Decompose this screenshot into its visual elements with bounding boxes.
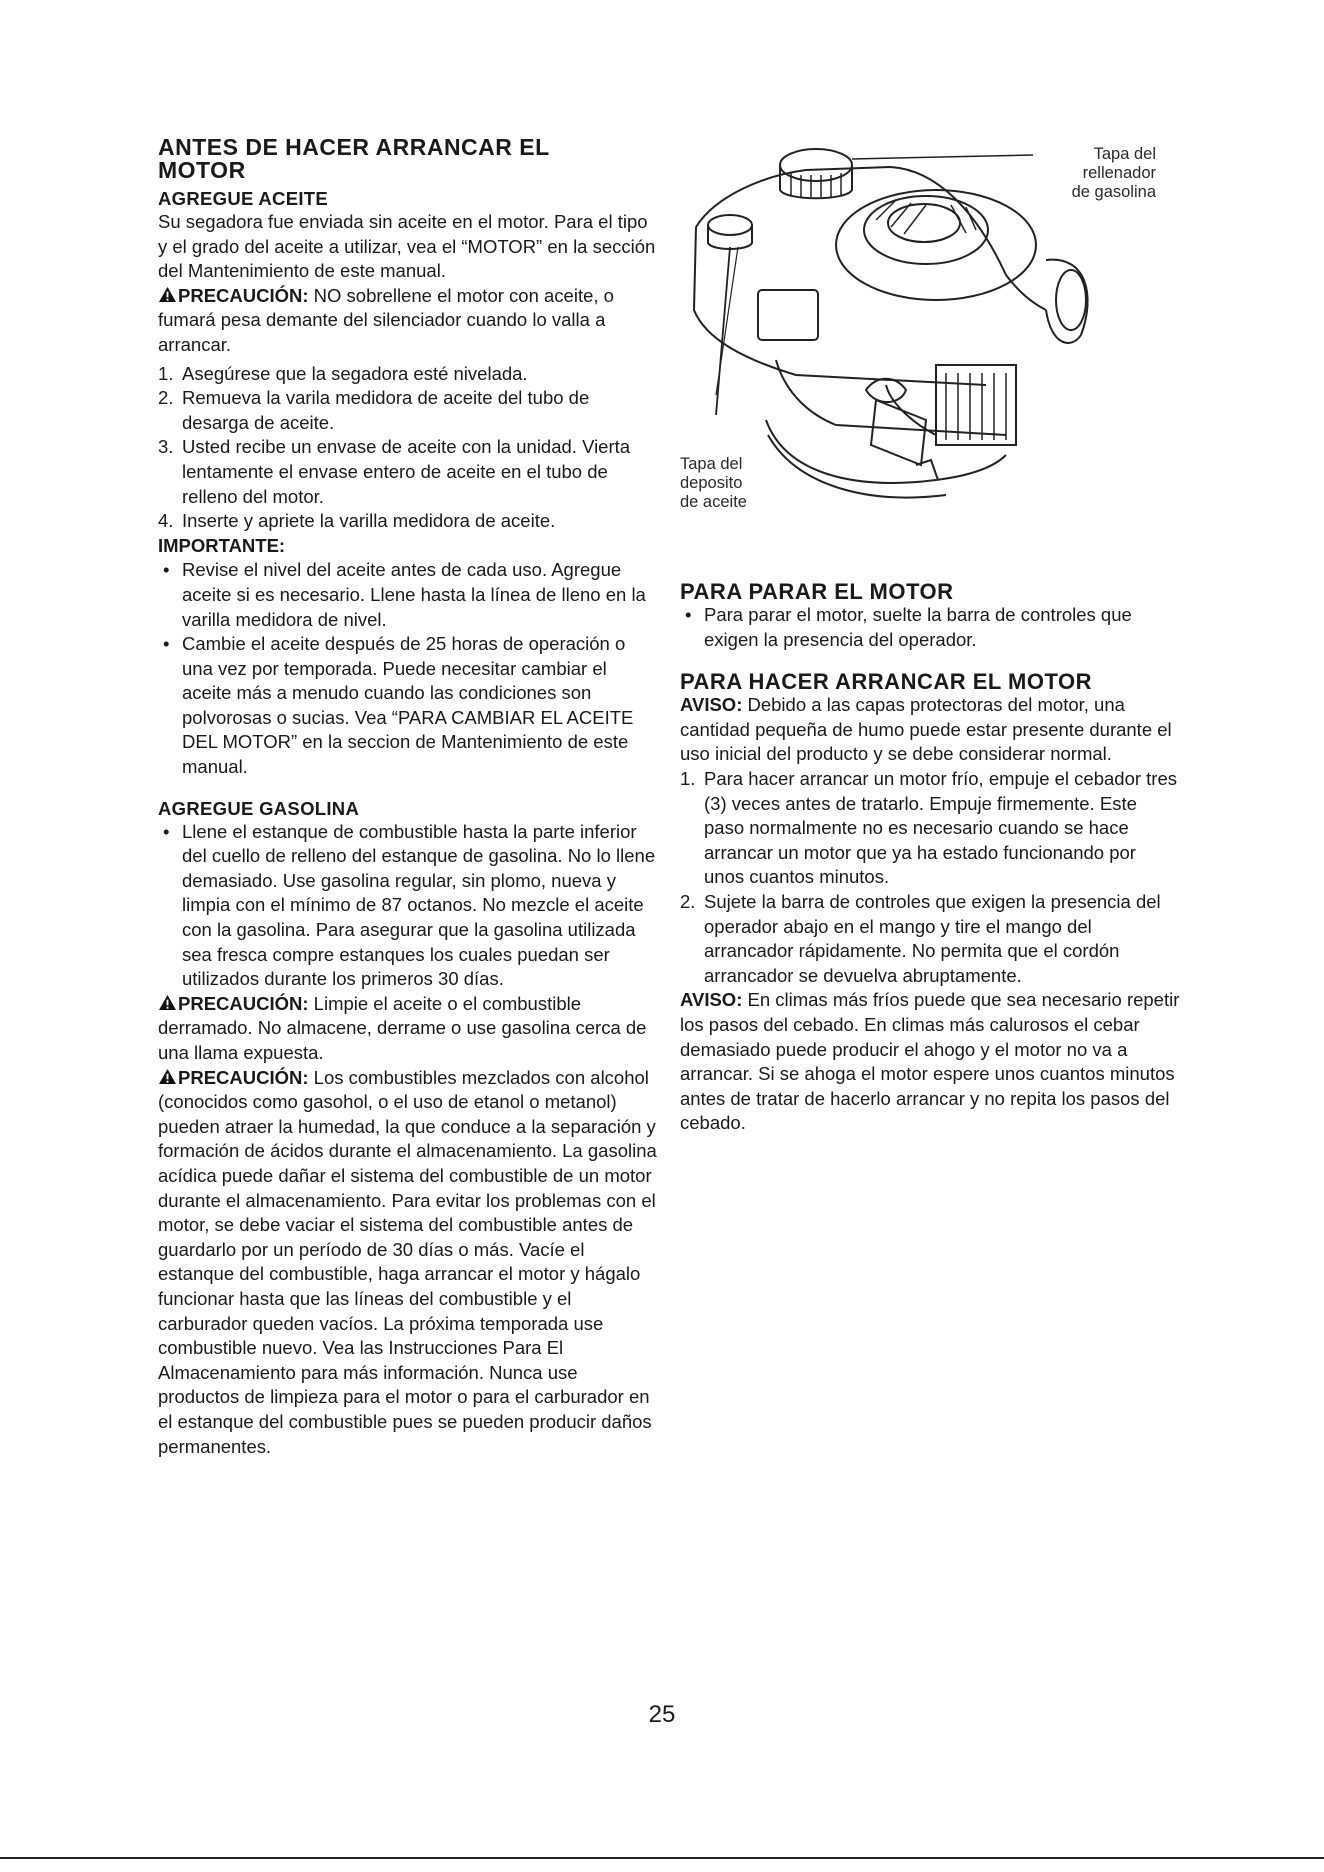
stop-heading: PARA PARAR EL MOTOR: [680, 579, 954, 604]
section-title-line1: ANTES DE HACER ARRANCAR EL: [158, 134, 550, 160]
start-steps: [680, 767, 1180, 988]
oil-intro: Su segadora fue enviada sin aceite en el motor. Para el tipo y el grado del aceite a utilizar, vea el “MOTOR” en la sección del Mantenimiento de este manual.: [158, 211, 656, 282]
important-bullets: [158, 558, 658, 779]
list-item: • Llene el estanque de combustible hasta la parte inferior del cuello de relleno del estanque de gasolina. No lo llene demasiado. Use gasolina regular, sin plomo, nueva y limpia con el mínimo de 87 octanos. No mezcle el aceite con la gasolina. Para asegurar que la gasolina utilizada sea fresca compre estanques los cuales puedan ser utilizados durante los primeros 30 días.: [163, 820, 656, 990]
warning-icon: [158, 286, 177, 303]
stop-bullets: [680, 603, 1180, 652]
fuel-cap-callout: Tapa del rellenador de gasolina: [1071, 145, 1156, 201]
engine-illustration: [676, 135, 1176, 555]
list-item: 1. Asegúrese que la segadora esté nivelada.: [158, 362, 528, 384]
start-heading: PARA HACER ARRANCAR EL MOTOR: [680, 669, 1093, 695]
gas-caution-1: PRECAUCIÓN: Limpie el aceite o el combustible derramado. No almacene, derrame o use gasolina cerca de una llama expuesta.: [158, 992, 647, 1063]
list-item: 2. Remueva la varila medidora de aceite del tubo de desarga de aceite.: [158, 387, 590, 433]
gas-bullets: [158, 820, 658, 992]
list-item: 2. Sujete la barra de controles que exigen la presencia del operador abajo en el mango y tire el mango del arrancador rápidamente. No permita que el cordón arrancador se devuelva abruptamente.: [680, 890, 1161, 986]
right-column: [680, 580, 1180, 1136]
list-item: • Revise el nivel del aceite antes de cada uso. Agregue aceite si es necesario. Llene hasta la línea de lleno en la varilla medidora de nivel.: [163, 559, 646, 630]
oil-cap-callout: Tapa del deposito de aceite: [680, 455, 747, 511]
warning-icon: [158, 994, 177, 1011]
section-title-line2: MOTOR: [158, 157, 246, 183]
start-notice-1: AVISO: Debido a las capas protectoras del motor, una cantidad pequeña de humo puede estar presente durante el uso inicial del producto y se debe considerar normal.: [680, 694, 1172, 765]
list-item: • Cambie el aceite después de 25 horas de operación o una vez por temporada. Puede necesitar cambiar el aceite más a menudo cuando las condiciones son polvorosas o sucias. Vea “PARA CAMBIAR EL ACEITE DEL MOTOR” en la seccion de Mantenimiento de este manual.: [163, 633, 634, 778]
warning-icon: [158, 1068, 177, 1085]
gas-caution-2: PRECAUCIÓN: Los combustibles mezclados con alcohol (conocidos como gasohol, o el uso de etanol o metanol) pueden atraer la humedad, la que conduce a la separación y formación de ácidos durante el almacenamiento. La gasolina acídica puede dañar el sistema del combustible de un motor durante el almacenamiento. Para evitar los problemas con el motor, se debe vaciar el sistema del combustible antes de guardarlo por un período de 30 días o más. Vacíe el estanque del combustible, haga arrancar el motor y hágalo funcionar hasta que las líneas del combustible y el carburador queden vacíos. La próxima temporada use combustible nuevo. Vea las Instrucciones Para El Almacenamiento para más información. Nunca use productos de limpieza para el motor o para el carburador en el estanque del combustible pues se pueden producir daños permanentes.: [158, 1066, 657, 1457]
oil-caution: [158, 284, 658, 358]
list-item: 1. Para hacer arrancar un motor frío, empuje el cebador tres (3) veces antes de tratarlo. Empuje firmemente. Este paso normalmente no es necesario cuando se hace arrancar un motor que ya ha estado funcionando por unos cuantos minutos.: [680, 767, 1178, 888]
start-notice-2: AVISO: En climas más fríos puede que sea necesario repetir los pasos del cebado. En climas más calurosos el cebar demasiado puede producir el ahogo y el motor no va a arrancar. Si se ahoga el motor espere unos cuantos minutos antes de tratar de hacerlo arrancar y no repita los pasos del cebado.: [680, 989, 1180, 1134]
important-label: IMPORTANTE:: [158, 534, 286, 556]
oil-steps: [158, 362, 658, 534]
caution-text: NO sobrellene el motor con aceite, o fumará pesa demante del silenciador cuando lo valla a arrancar.: [158, 284, 614, 355]
oil-heading: AGREGUE ACEITE: [158, 188, 329, 209]
bottom-rule: [0, 1857, 1324, 1859]
list-item: • Para parar el motor, suelte la barra de controles que exigen la presencia del operador.: [685, 604, 1132, 650]
page-number: 25: [648, 1701, 676, 1728]
list-item: 4. Inserte y apriete la varilla medidora de aceite.: [158, 510, 556, 532]
caution-label: PRECAUCIÓN:: [178, 284, 309, 306]
gas-heading: AGREGUE GASOLINA: [158, 797, 360, 819]
list-item: 3. Usted recibe un envase de aceite con la unidad. Vierta lentamente el envase entero de aceite en el tubo de relleno del motor.: [158, 436, 631, 507]
left-column: [158, 136, 658, 1459]
